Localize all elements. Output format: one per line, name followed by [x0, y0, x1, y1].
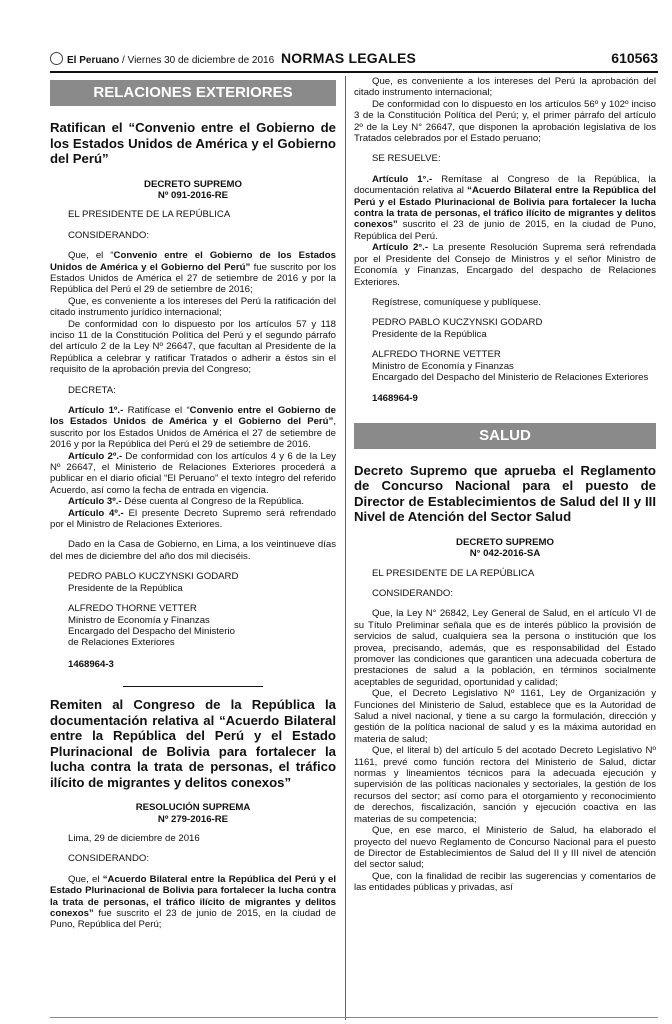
left-column [50, 80, 336, 931]
document-separator [123, 686, 263, 687]
doc3-type: DECRETO SUPREMO [456, 536, 554, 548]
doc2-title: Remiten al Congreso de la República la documentación relativa al “Acuerdo Bilateral entre la República del Perú y el Estado Plurinacional de Bolivia para fortalecer la lucha contra la trata de personas, el tráfico ilícito de migrantes y delitos conexos” [50, 697, 336, 790]
footer-rule [50, 1017, 658, 1018]
doc3-number: N° 042-2016-SA [469, 548, 541, 560]
doc1-dado: Dado en la Casa de Gobierno, en Lima, a los veintinueve días del mes de diciembre del año dos mil dieciséis. [50, 539, 336, 562]
doc2-paragraph-3: De conformidad con lo dispuesto en los artículos 56º y 102º inciso 3 de la Constitución Política del Perú; y, el primer párrafo del artículo 2º de la Ley N° 26647, que disponen la aprobación legislativa de los Tratados celebrados por el Estado peruano; [354, 98, 656, 145]
doc2-registrese: Regístrese, comuníquese y publíquese. [372, 296, 542, 308]
doc1-number: Nº 091-2016-RE [157, 189, 229, 201]
doc1-type: DECRETO SUPREMO [144, 178, 242, 190]
doc2-article-1: Artículo 1°.- Remítase al Congreso de la República, la documentación relativa al “Acuerdo Bilateral entre la República del Perú y el Estado Plurinacional de Bolivia para fortalecer la lucha contra la trata de personas, el tráfico ilícito de migrantes y delitos conexos” suscrito el 23 de junio de 2015, en la ciudad de Puno, República del Perú. [354, 173, 656, 242]
doc2-heading [50, 802, 336, 825]
doc3-paragraph-1: Que, la Ley N° 26842, Ley General de Salud, en el artículo VI de su Título Preliminar señala que es de interés público la provisión de servicios de salud, cualquiera sea la persona o institución que los provea, precisando, además, que es responsabilidad del Estado promover las condiciones que garanticen una adecuada cobertura de prestaciones de salud a la población, en términos socialmente aceptables de seguridad, oportunidad y calidad; [354, 608, 656, 688]
doc1-article-1: Artículo 1º.- Ratifícase el “Convenio entre el Gobierno de los Estados Unidos de América y el Gobierno del Perú”, suscrito por los Estados Unidos de América el 27 de setiembre de 2016 y por la República del Perú el 29 de setiembre de 2016. [50, 405, 336, 451]
column-divider [345, 76, 346, 1020]
doc3-paragraph-4: Que, en ese marco, el Ministerio de Salud, ha elaborado el proyecto del nuevo Reglamento de Concurso Nacional para el puesto de Director de Establecimientos de Salud del II y III nivel de atención del sector salud; [354, 825, 656, 871]
doc2-article-2: Artículo 2°.- La presente Resolución Suprema será refrendada por el Presidente del Consejo de Ministros y el señor Ministro de Economía y Finanzas, Encargado del despacho de Relaciones Exteriores. [354, 242, 656, 288]
coat-of-arms-icon [50, 52, 63, 65]
doc3-president: EL PRESIDENTE DE LA REPÚBLICA [372, 567, 535, 579]
doc2-code: 1468964-9 [372, 393, 418, 405]
doc1-code: 1468964-3 [68, 658, 114, 670]
doc2-paragraph-2: Que, es conveniente a los intereses del Perú la aprobación del citado instrumento internacional; [354, 76, 656, 99]
doc1-paragraph-2: Que, es conveniente a los intereses del Perú la ratificación del citado instrumento jurídico internacional; [50, 295, 336, 319]
doc1-signature-1: PEDRO PABLO KUCZYNSKI GODARD Presidente de la República [68, 571, 239, 594]
right-column [354, 76, 656, 894]
section-banner-salud: SALUD [354, 423, 656, 449]
publication-date: Viernes 30 de diciembre de 2016 [127, 55, 275, 66]
doc1-paragraph-1: Que, el “Convenio entre el Gobierno de los Estados Unidos de América y el Gobierno del Perú” fue suscrito por los Estados Unidos de América el 27 de setiembre de 2016 y por la República del Perú el 29 de setiembre de 2016; [50, 250, 336, 296]
doc1-signature-2: ALFREDO THORNE VETTER Ministro de Economía y Finanzas Encargado del Despacho del Ministerio de Relaciones Exteriores [68, 603, 235, 649]
doc3-considerando: CONSIDERANDO: [372, 587, 454, 599]
doc2-signature-1: PEDRO PABLO KUCZYNSKI GODARD Presidente de la República [372, 317, 543, 340]
doc2-date: Lima, 29 de diciembre de 2016 [68, 832, 200, 844]
publication-name: El Peruano [67, 55, 120, 66]
doc3-paragraph-3: Que, el literal b) del artículo 5 del acotado Decreto Legislativo Nº 1161, prevé como función rectora del Ministerio de Salud, dictar normas y lineamientos técnicos para la adecuada ejecución y supervisión de las políticas nacionales y sectoriales, la gestión de los recursos del sector; así como para el otorgamiento y reconocimiento de derechos, fiscalización, sanción y ejecución coactiva en las materias de su competencia; [354, 745, 656, 825]
doc2-signature-2: ALFREDO THORNE VETTER Ministro de Economía y Finanzas Encargado del Despacho del Ministerio de Relaciones Exteriores [372, 349, 649, 383]
doc1-considerando: CONSIDERANDO: [68, 229, 150, 241]
doc3-heading [354, 537, 656, 560]
doc1-title: Ratifican el “Convenio entre el Gobierno de los Estados Unidos de América y el Gobierno del Perú” [50, 120, 336, 166]
doc1-article-4: Artículo 4º.- El presente Decreto Supremo será refrendado por el Ministro de Relaciones Exteriores. [50, 507, 336, 531]
page-number: 610563 [611, 50, 658, 66]
section-banner-relaciones: RELACIONES EXTERIORES [50, 80, 336, 106]
publication-logo: El Peruano / Viernes 30 de diciembre de 2016 [50, 52, 274, 66]
page-header [50, 50, 658, 70]
doc2-resuelve: SE RESUELVE: [372, 153, 441, 165]
doc1-article-3: Artículo 3º.- Dése cuenta al Congreso de la República. [68, 496, 305, 508]
section-name: NORMAS LEGALES [281, 50, 417, 66]
doc2-considerando: CONSIDERANDO: [68, 853, 150, 865]
doc1-decreta: DECRETA: [68, 384, 116, 396]
doc1-paragraph-3: De conformidad con lo dispuesto por los artículos 57 y 118 inciso 11 de la Constitución Política del Perú y el segundo párrafo del artículo 2 de la Ley Nº 26647, que facultan al Presidente de la República a celebrar y ratificar Tratados o adherir a éstos sin el requisito de la aprobación previa del Congreso; [50, 318, 336, 376]
doc1-heading [50, 179, 336, 202]
doc1-president: EL PRESIDENTE DE LA REPÚBLICA [68, 209, 231, 221]
doc3-paragraph-2: Que, el Decreto Legislativo Nº 1161, Ley de Organización y Funciones del Ministerio de Salud, establece que es la Autoridad de Salud a nivel nacional, y tiene a su cargo la formulación, dirección y gestión de la política nacional de salud y es la máxima autoridad en materia de salud; [354, 688, 656, 745]
doc2-number: Nº 279-2016-RE [157, 813, 229, 825]
doc3-paragraph-5: Que, con la finalidad de recibir las sugerencias y comentarios de las entidades públicas y privadas, así [354, 870, 656, 894]
doc1-article-2: Artículo 2º.- De conformidad con los artículos 4 y 6 de la Ley Nº 26647, el Ministerio de Relaciones Exteriores procederá a publicar en el diario oficial “El Peruano” el texto íntegro del referido Acuerdo, así como la fecha de entrada en vigencia. [50, 450, 336, 496]
doc3-title: Decreto Supremo que aprueba el Reglamento de Concurso Nacional para el puesto de Director de Establecimientos de Salud del II y III Nivel de Atención del Sector Salud [354, 462, 656, 525]
header-rule [50, 71, 658, 73]
doc2-paragraph-1: Que, el “Acuerdo Bilateral entre la República del Perú y el Estado Plurinacional de Bolivia para fortalecer la lucha contra la trata de personas, el tráfico ilícito de migrantes y delitos conexos” fue suscrito el 23 de junio de 2015, en la ciudad de Puno, República del Perú; [50, 873, 336, 931]
doc2-type: RESOLUCIÓN SUPREMA [135, 802, 251, 814]
